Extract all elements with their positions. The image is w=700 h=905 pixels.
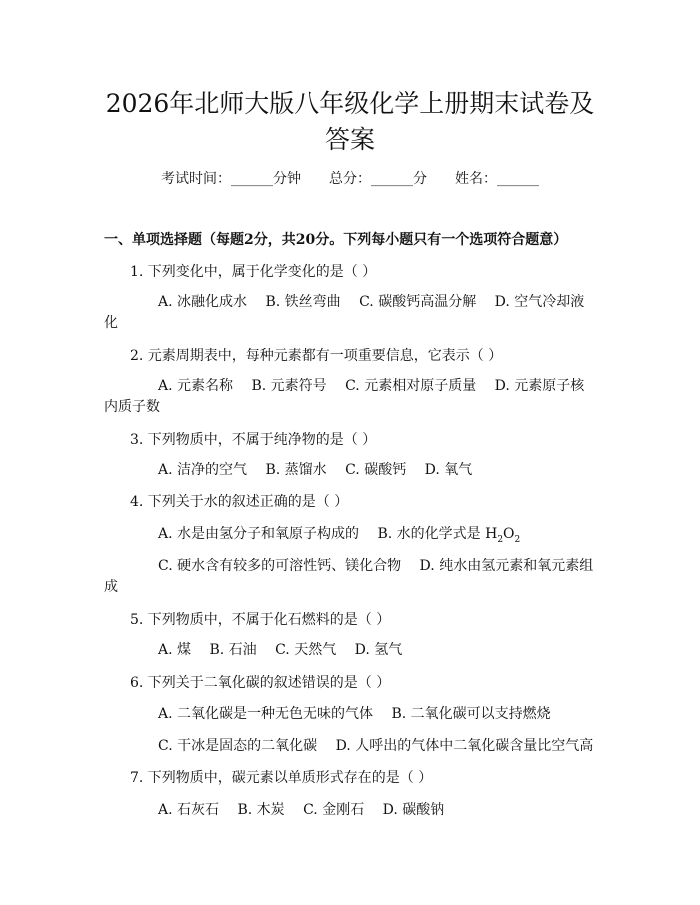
question-4-options-row-2: C. 硬水含有较多的可溶性钙、镁化合物 D. 纯水由氢元素和氧元素组 — [158, 558, 594, 574]
question-4-stem: 4. 下列关于水的叙述正确的是（ ） — [130, 494, 349, 510]
question-5-stem: 5. 下列物质中，不属于化石燃料的是（ ） — [130, 612, 391, 628]
question-4-options-row-1 — [158, 524, 520, 544]
q4-formula-subscript-o: 2 — [514, 534, 521, 545]
question-4-options-continued: 成 — [104, 579, 118, 595]
q4-formula-oxygen: O — [503, 526, 515, 542]
question-6-options-row-2: C. 干冰是固态的二氧化碳 D. 人呼出的气体中二氧化碳含量比空气高 — [158, 738, 594, 754]
question-7-options: A. 石灰石 B. 木炭 C. 金刚石 D. 碳酸钠 — [158, 802, 445, 818]
question-2-options: A. 元素名称 B. 元素符号 C. 元素相对原子质量 D. 元素原子核 — [158, 378, 585, 394]
question-1-options-continued: 化 — [104, 315, 118, 331]
q4-options-text: A. 水是由氢分子和氧原子构成的 B. 水的化学式是 H — [158, 526, 498, 542]
question-3-options: A. 洁净的空气 B. 蒸馏水 C. 碳酸钙 D. 氧气 — [158, 462, 473, 478]
question-7-stem: 7. 下列物质中，碳元素以单质形式存在的是（ ） — [130, 770, 433, 786]
question-1-options: A. 冰融化成水 B. 铁丝弯曲 C. 碳酸钙高温分解 D. 空气冷却液 — [158, 294, 585, 310]
question-2-stem: 2. 元素周期表中，每种元素都有一项重要信息，它表示（ ） — [130, 348, 503, 364]
question-1-stem: 1. 下列变化中，属于化学变化的是（ ） — [130, 264, 377, 280]
section-heading: 一、单项选择题（每题2分，共20分。下列每小题只有一个选项符合题意） — [104, 232, 568, 248]
exam-info-line: 考试时间：______分钟 总分：______分 姓名：______ — [161, 171, 539, 187]
question-6-options-row-1: A. 二氧化碳是一种无色无味的气体 B. 二氧化碳可以支持燃烧 — [158, 706, 551, 722]
q4-formula-subscript-h: 2 — [497, 534, 504, 545]
question-3-stem: 3. 下列物质中，不属于纯净物的是（ ） — [130, 432, 377, 448]
question-5-options: A. 煤 B. 石油 C. 天然气 D. 氢气 — [158, 642, 403, 658]
question-2-options-continued: 内质子数 — [104, 399, 160, 415]
question-6-stem: 6. 下列关于二氧化碳的叙述错误的是（ ） — [130, 675, 391, 691]
exam-title: 2026年北师大版八年级化学上册期末试卷及答案 — [105, 89, 595, 154]
